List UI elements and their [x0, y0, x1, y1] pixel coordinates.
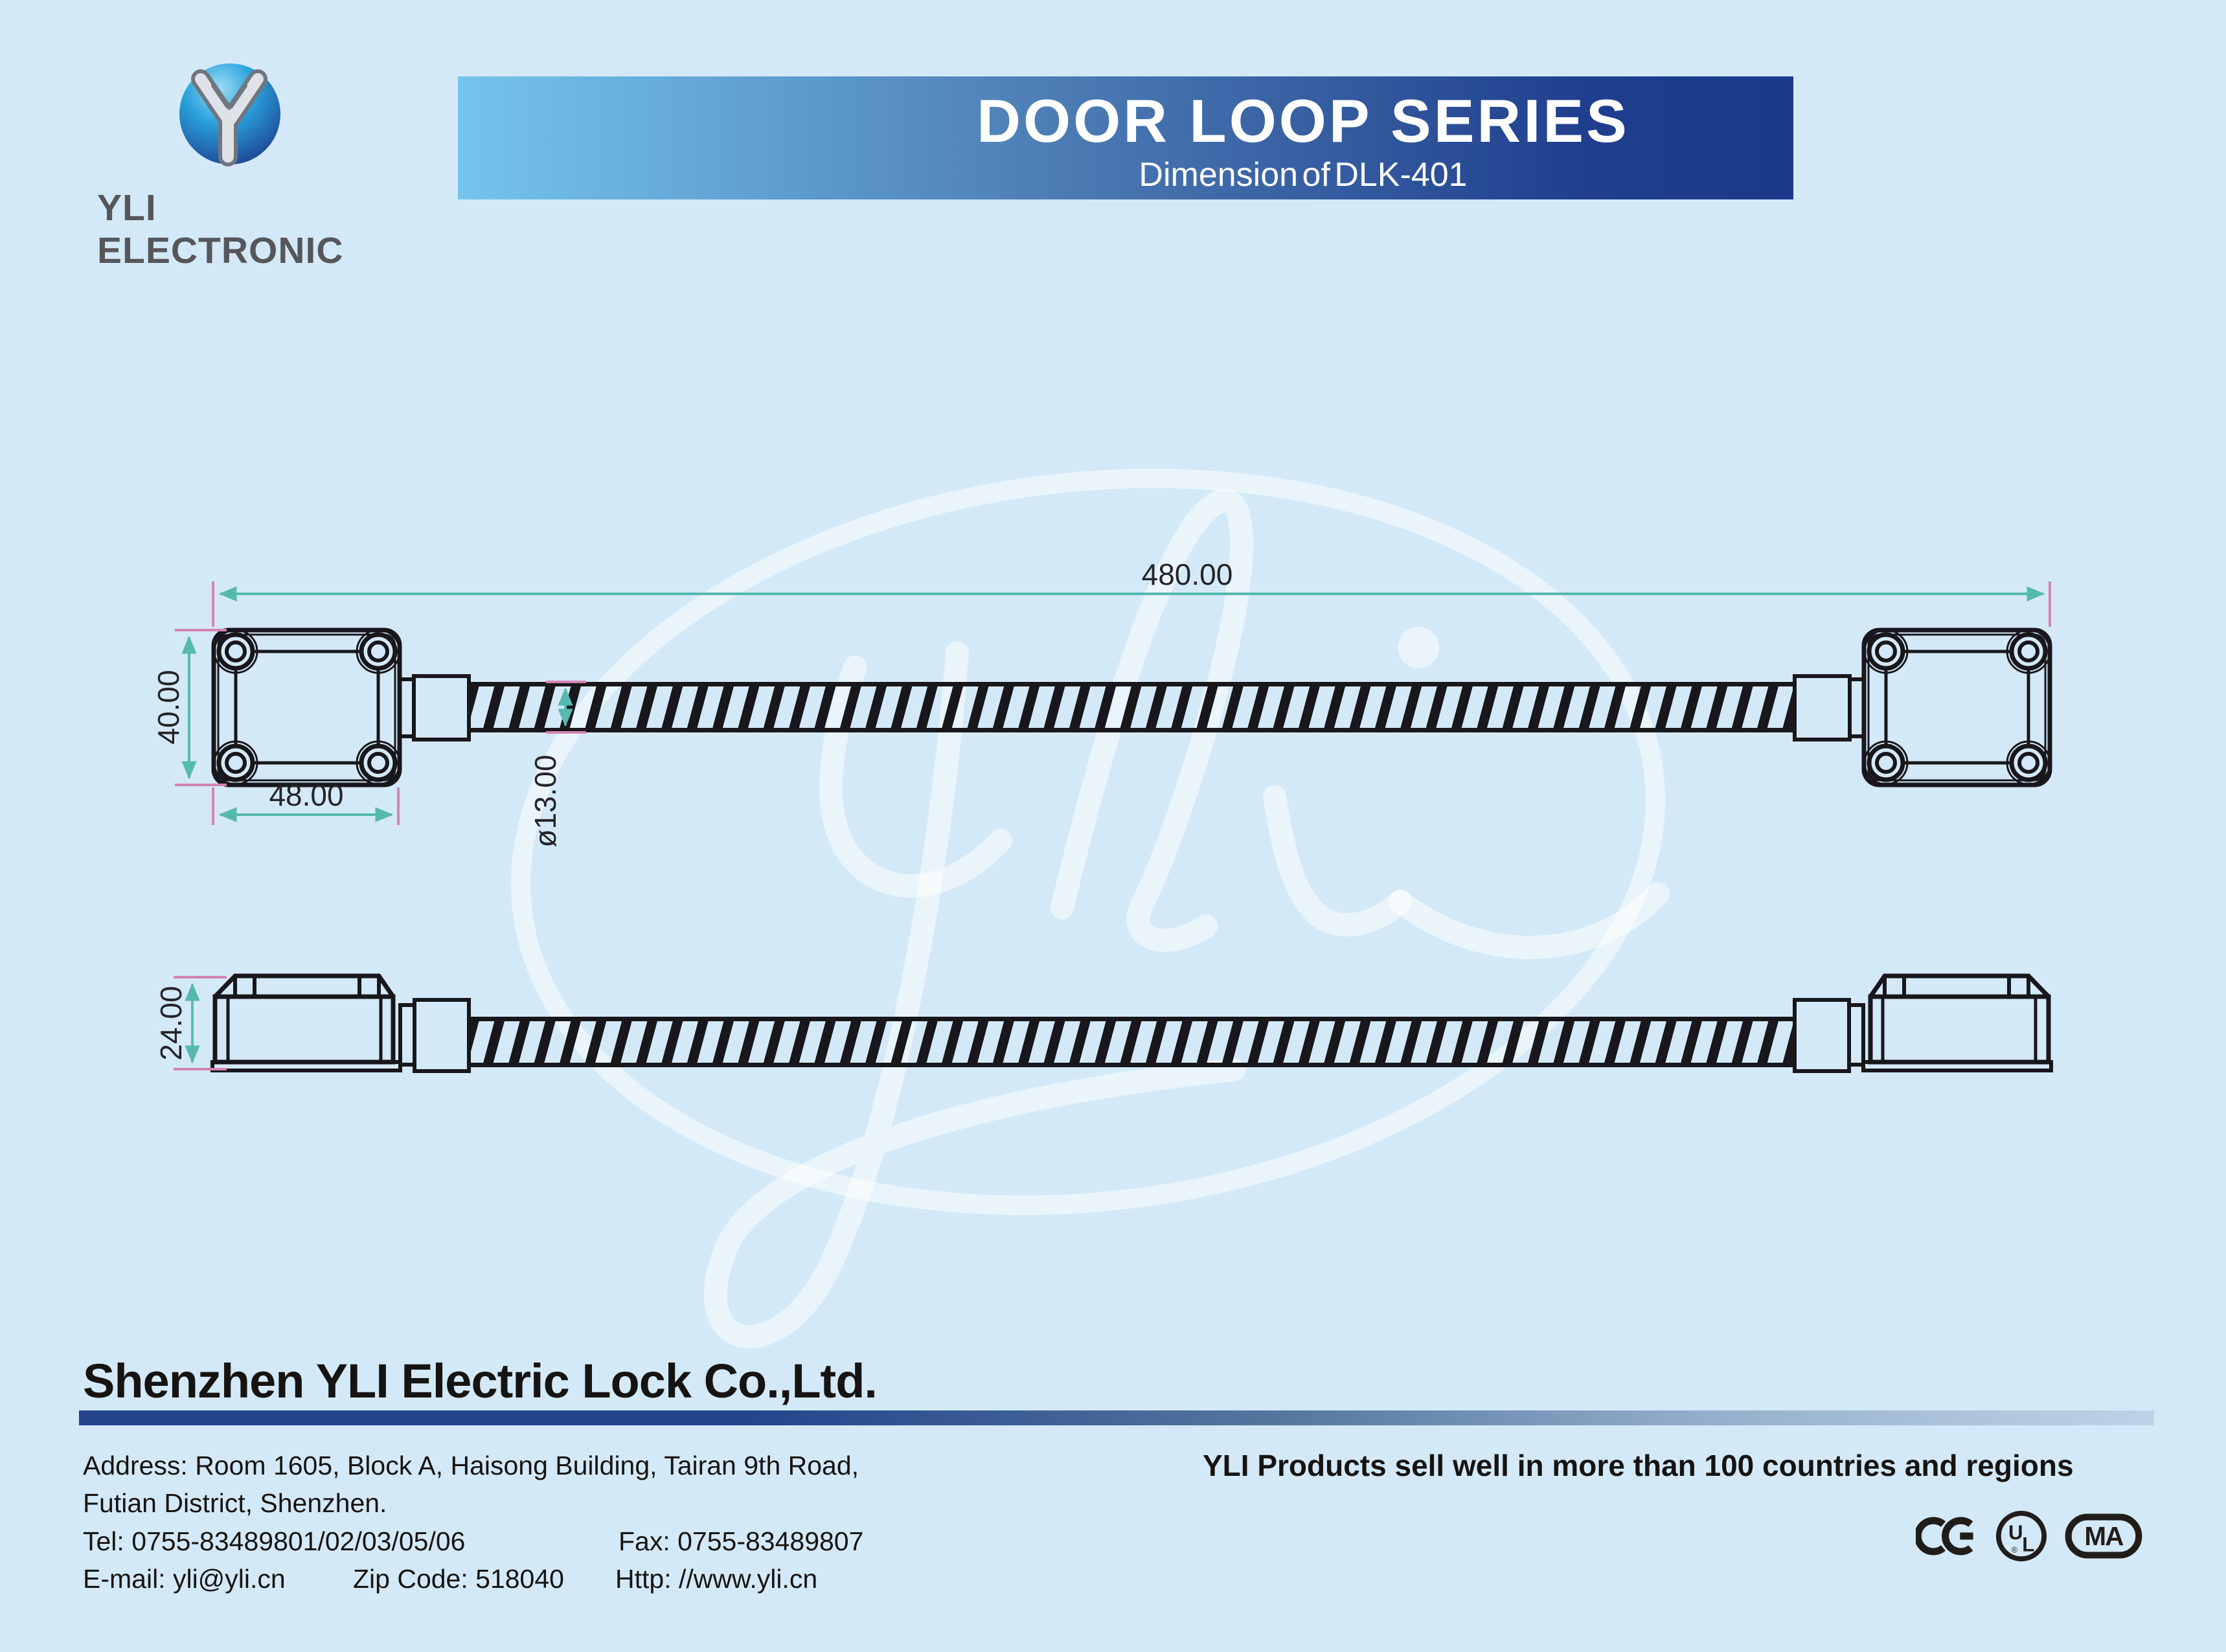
dimension-labels [152, 558, 1232, 1061]
left-collar-step [400, 679, 414, 736]
right-collar [1795, 676, 1850, 740]
svg-text:L: L [2022, 1533, 2035, 1556]
footer-divider [79, 1410, 2154, 1425]
web-line: Http: //www.yli.cn [615, 1564, 818, 1594]
dimension-lines [189, 594, 2043, 1062]
cma-mark-icon [2065, 1513, 2142, 1559]
dim-diameter-label: ø13.00 [528, 754, 562, 848]
logo-sphere-icon [179, 63, 280, 164]
svg-text:MA: MA [2084, 1521, 2123, 1551]
top-view-right-bracket [1795, 630, 2050, 785]
zip-line: Zip Code: 518040 [353, 1564, 564, 1594]
side-view-right-bracket [1795, 976, 2051, 1071]
dim-length-label: 480.00 [1141, 558, 1233, 591]
footer-company-name: Shenzhen YLI Electric Lock Co.,Ltd. [83, 1354, 877, 1408]
dim-width-label: 48.00 [269, 778, 344, 812]
extension-lines [174, 582, 2050, 1069]
ce-mark-icon [1916, 1513, 1978, 1559]
address-line-2: Futian District, Shenzhen. [83, 1488, 387, 1518]
banner-title: DOOR LOOP SERIES [977, 87, 1630, 155]
fax-line: Fax: 0755-83489807 [619, 1526, 864, 1556]
banner [458, 76, 1793, 199]
certification-marks [1916, 1510, 2162, 1562]
logo-wordmark: YLI ELECTRONIC [97, 187, 344, 271]
side-view-left-bracket [212, 976, 469, 1071]
email-line: E-mail: yli@yli.cn [83, 1564, 286, 1594]
slogan: YLI Products sell well in more than 100 countries and regions [1203, 1449, 2074, 1482]
address-line-1: Address: Room 1605, Block A, Haisong Building, Tairan 9th Road, [83, 1451, 859, 1480]
top-view-left-bracket [214, 630, 469, 785]
svg-text:U: U [2008, 1521, 2023, 1544]
banner-subtitle: Dimension of DLK-401 [1139, 156, 1468, 194]
right-collar-step [1850, 679, 1864, 736]
left-collar [414, 676, 469, 740]
ul-mark-icon [1995, 1510, 2048, 1563]
logo-y-icon [201, 79, 258, 157]
dim-side-height-label: 24.00 [154, 986, 188, 1061]
tel-line: Tel: 0755-83489801/02/03/05/06 [83, 1526, 466, 1556]
corrugated-tube-side-view [469, 1017, 1795, 1067]
dim-height-label: 40.00 [152, 670, 185, 745]
svg-text:®: ® [2011, 1545, 2017, 1555]
corrugated-tube-top-view [469, 682, 1795, 732]
